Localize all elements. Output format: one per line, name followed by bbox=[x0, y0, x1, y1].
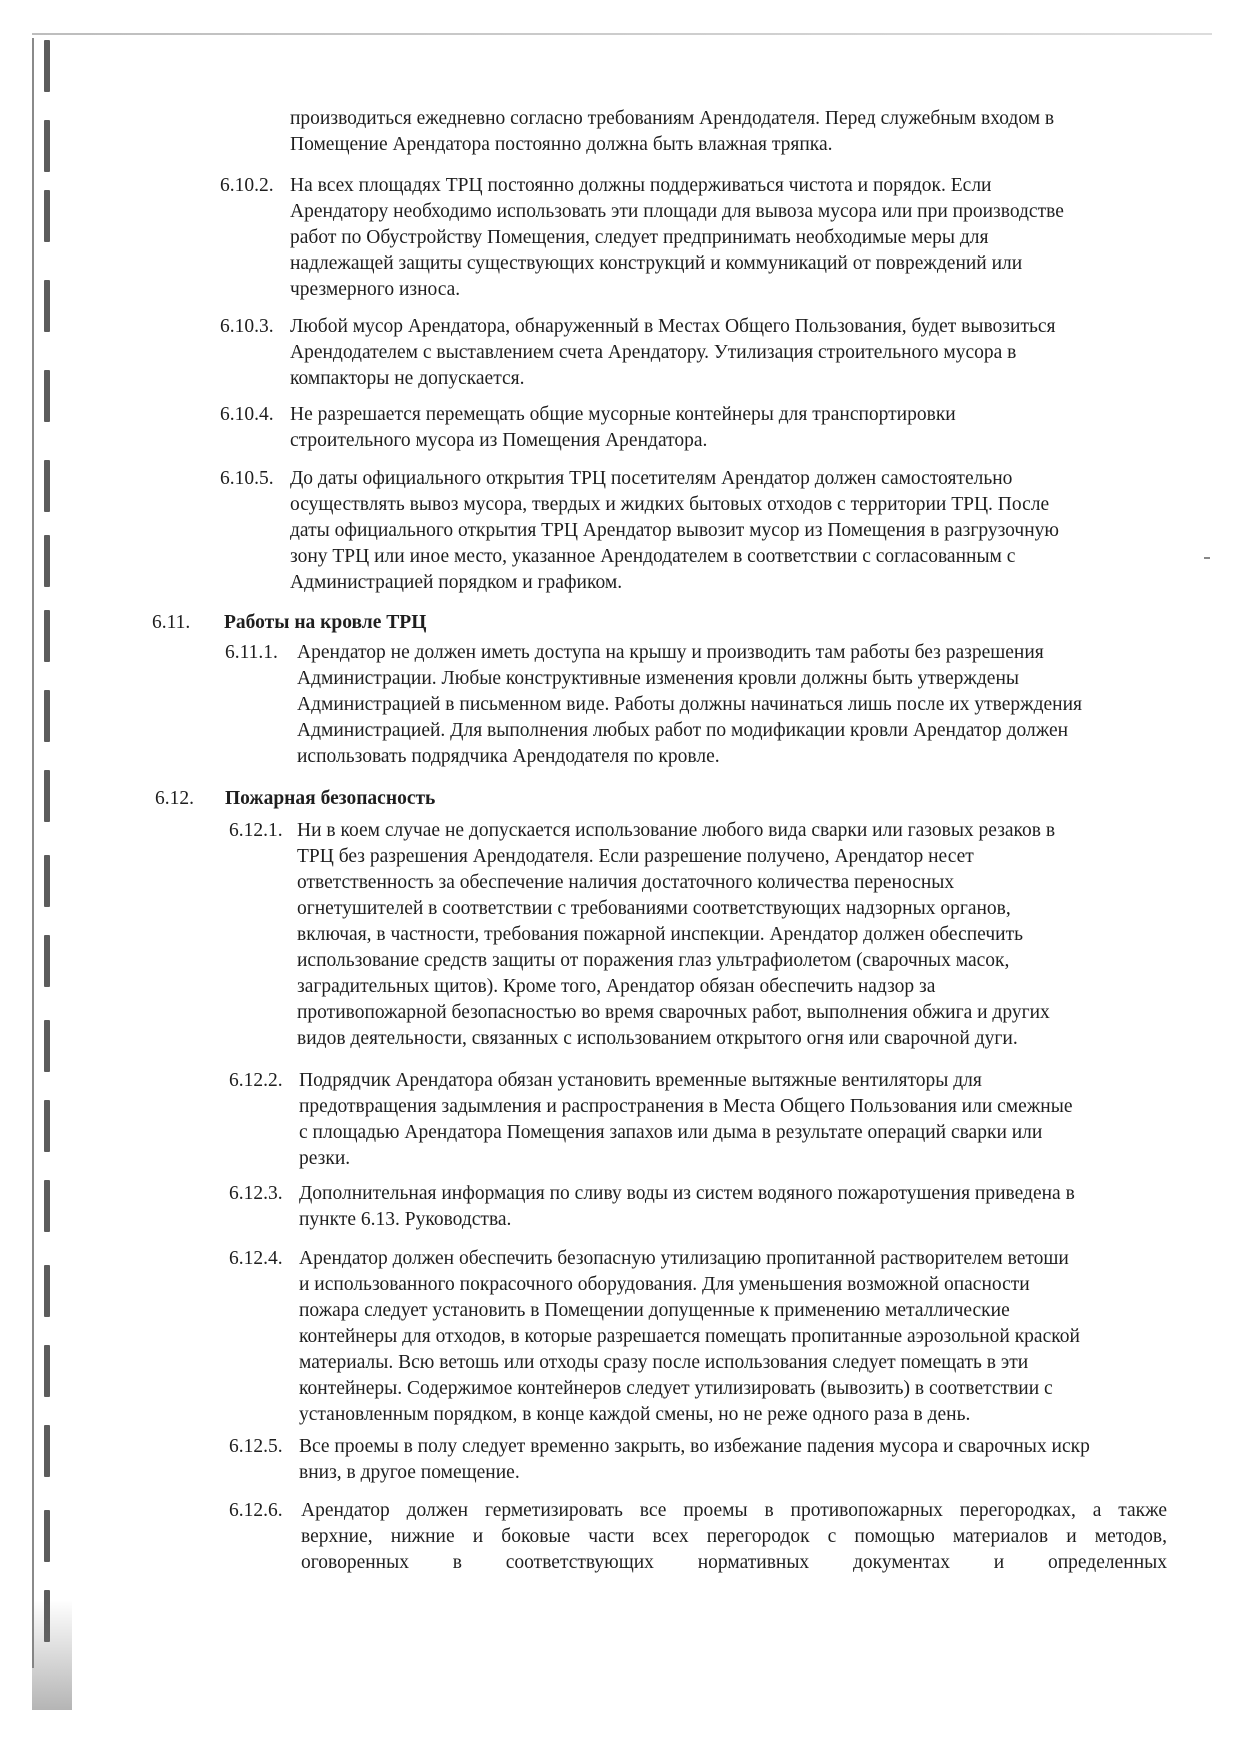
clause-number: 6.12.6. bbox=[229, 1500, 283, 1521]
text-line: и использованного покрасочного оборудования. Для уменьшения возможной опасности bbox=[299, 1274, 1030, 1295]
text-line: ТРЦ без разрешения Арендодателя. Если разрешение получено, Арендатор несет bbox=[297, 846, 974, 867]
text-line: контейнеры для отходов, в которые разрешается помещать пропитанные аэрозольной краской bbox=[299, 1326, 1080, 1347]
binding-hole bbox=[44, 40, 50, 92]
binding-hole bbox=[44, 1345, 50, 1397]
text-line: использование средств защиты от поражения глаз ультрафиолетом (сварочных масок, bbox=[297, 950, 1010, 971]
binding-hole bbox=[44, 1020, 50, 1072]
binding-hole bbox=[44, 535, 50, 587]
text-line: предотвращения задымления и распространения в Места Общего Пользования или смежные bbox=[299, 1096, 1073, 1117]
text-line: установленным порядком, в конце каждой смены, но не реже одного раза в день. bbox=[299, 1404, 971, 1425]
text-line: строительного мусора из Помещения Арендатора. bbox=[290, 430, 708, 451]
section-title: Работы на кровле ТРЦ bbox=[224, 612, 427, 633]
clause-text bbox=[297, 640, 1163, 770]
clause-text bbox=[299, 1181, 1165, 1233]
clause-number: 6.12.3. bbox=[229, 1183, 283, 1204]
text-line: Подрядчик Арендатора обязан установить временные вытяжные вентиляторы для bbox=[299, 1070, 982, 1091]
binding-shadow bbox=[32, 1600, 72, 1710]
section-number: 6.12. bbox=[155, 788, 194, 809]
text-line: резки. bbox=[299, 1148, 351, 1169]
binding-hole bbox=[44, 190, 50, 242]
text-line: верхние, нижние и боковые части всех перегородок с помощью материалов и методов, bbox=[301, 1526, 1167, 1547]
binding-hole bbox=[44, 1180, 50, 1232]
binding-hole bbox=[44, 1510, 50, 1562]
clause-number: 6.12.1. bbox=[229, 820, 283, 841]
text-line: Дополнительная информация по сливу воды из систем водяного пожаротушения приведена в bbox=[299, 1183, 1075, 1204]
text-line: Администрации. Любые конструктивные изменения кровли должны быть утверждены bbox=[297, 668, 1019, 689]
binding-hole bbox=[44, 460, 50, 512]
binding-hole bbox=[44, 610, 50, 662]
text-line: На всех площадях ТРЦ постоянно должны поддерживаться чистота и порядок. Если bbox=[290, 175, 992, 196]
clause-text bbox=[299, 1246, 1165, 1428]
clause-number: 6.10.4. bbox=[220, 404, 274, 425]
text-line: видов деятельности, связанных с использованием открытого огня или сварочной дуги. bbox=[297, 1028, 1018, 1049]
text-line: Любой мусор Арендатора, обнаруженный в Местах Общего Пользования, будет вывозиться bbox=[290, 316, 1056, 337]
text-line: огнетушителей в соответствии с требованиями соответствующих надзорных органов, bbox=[297, 898, 1011, 919]
text-line: пожара следует установить в Помещении допущенные к применению металлические bbox=[299, 1300, 1010, 1321]
text-line: Не разрешается перемещать общие мусорные контейнеры для транспортировки bbox=[290, 404, 956, 425]
text-line: даты официального открытия ТРЦ Арендатор вывозит мусор из Помещения в разгрузочную bbox=[290, 520, 1059, 541]
clause-text bbox=[297, 818, 1163, 1052]
clause-number: 6.11.1. bbox=[225, 642, 278, 663]
text-line: ответственность за обеспечение наличия достаточного количества переносных bbox=[297, 872, 955, 893]
text-line: материалы. Всю ветошь или отходы сразу после использования следует помещать в эти bbox=[299, 1352, 1029, 1373]
text-line: Помещение Арендатора постоянно должна быть влажная тряпка. bbox=[290, 134, 833, 155]
section-number: 6.11. bbox=[152, 612, 191, 633]
text-line: надлежащей защиты существующих конструкций и коммуникаций от повреждений или bbox=[290, 253, 1023, 274]
text-line: Администрацией порядком и графиком. bbox=[290, 572, 623, 593]
text-line: вниз, в другое помещение. bbox=[299, 1462, 520, 1483]
binding-rule bbox=[32, 38, 34, 1668]
binding-hole bbox=[44, 1265, 50, 1317]
clause-number: 6.12.4. bbox=[229, 1248, 283, 1269]
binding-hole bbox=[44, 935, 50, 987]
text-line: с площадью Арендатора Помещения запахов или дыма в результате операций сварки или bbox=[299, 1122, 1043, 1143]
clause-number: 6.10.3. bbox=[220, 316, 274, 337]
continuation-text bbox=[290, 106, 1158, 158]
binding-hole bbox=[44, 770, 50, 822]
text-line: До даты официального открытия ТРЦ посетителям Арендатор должен самостоятельно bbox=[290, 468, 1013, 489]
text-line: заградительных щитов). Кроме того, Арендатор обязан обеспечить надзор за bbox=[297, 976, 936, 997]
binding-hole bbox=[44, 690, 50, 742]
clause-text bbox=[290, 402, 1158, 454]
binding-hole bbox=[44, 1425, 50, 1477]
clause-text bbox=[299, 1434, 1169, 1486]
top-edge-line bbox=[32, 33, 1212, 35]
bleed-through-artifact bbox=[200, 1568, 1100, 1580]
binding-edge bbox=[0, 0, 70, 1753]
clause-number: 6.12.5. bbox=[229, 1436, 283, 1457]
text-line: Ни в коем случае не допускается использование любого вида сварки или газовых резаков в bbox=[297, 820, 1056, 841]
text-line: Администрацией. Для выполнения любых работ по модификации кровли Арендатор должен bbox=[297, 720, 1069, 741]
section-title: Пожарная безопасность bbox=[225, 788, 436, 809]
text-line: Арендатор не должен иметь доступа на крышу и производить там работы без разрешения bbox=[297, 642, 1044, 663]
clause-text bbox=[299, 1068, 1165, 1172]
clause-number: 6.10.2. bbox=[220, 175, 274, 196]
text-line: осуществлять вывоз мусора, твердых и жидких бытовых отходов с территории ТРЦ. После bbox=[290, 494, 1050, 515]
text-line: работ по Обустройству Помещения, следует предпринимать необходимые меры для bbox=[290, 227, 989, 248]
scan-speck bbox=[1204, 557, 1210, 559]
text-line: использовать подрядчика Арендодателя по кровле. bbox=[297, 746, 720, 767]
text-line: противопожарной безопасностью во время сварочных работ, выполнения обжига и других bbox=[297, 1002, 1050, 1023]
text-line: пункте 6.13. Руководства. bbox=[299, 1209, 512, 1230]
text-line: чрезмерного износа. bbox=[290, 279, 461, 300]
text-line: Арендатор должен герметизировать все проемы в противопожарных перегородках, а также bbox=[301, 1500, 1167, 1521]
text-line: включая, в частности, требования пожарной инспекции. Арендатор должен обеспечить bbox=[297, 924, 1023, 945]
text-line: Все проемы в полу следует временно закрыть, во избежание падения мусора и сварочных искр bbox=[299, 1436, 1090, 1457]
text-line: компакторы не допускается. bbox=[290, 368, 525, 389]
text-line: зону ТРЦ или иное место, указанное Арендодателем в соответствии с согласованным с bbox=[290, 546, 1016, 567]
binding-hole bbox=[44, 855, 50, 907]
clause-text bbox=[290, 314, 1158, 392]
text-line: Арендодателем с выставлением счета Арендатору. Утилизация строительного мусора в bbox=[290, 342, 1017, 363]
text-line: производиться ежедневно согласно требованиям Арендодателя. Перед служебным входом в bbox=[290, 108, 1055, 129]
binding-hole bbox=[44, 120, 50, 172]
clause-number: 6.12.2. bbox=[229, 1070, 283, 1091]
binding-hole bbox=[44, 370, 50, 422]
clause-text bbox=[301, 1498, 1167, 1576]
text-line: Арендатору необходимо использовать эти площади для вывоза мусора или при производстве bbox=[290, 201, 1064, 222]
clause-text bbox=[290, 466, 1158, 596]
binding-hole bbox=[44, 1100, 50, 1152]
text-line: контейнеры. Содержимое контейнеров следует утилизировать (вывозить) в соответствии с bbox=[299, 1378, 1053, 1399]
clause-number: 6.10.5. bbox=[220, 468, 274, 489]
binding-hole bbox=[44, 280, 50, 332]
text-line: Арендатор должен обеспечить безопасную утилизацию пропитанной растворителем ветоши bbox=[299, 1248, 1069, 1269]
text-line: оговоренных в соответствующих нормативных документах и определенных bbox=[301, 1552, 1167, 1573]
clause-text bbox=[290, 173, 1158, 303]
text-line: Администрацией в письменном виде. Работы должны начинаться лишь после их утверждения bbox=[297, 694, 1082, 715]
